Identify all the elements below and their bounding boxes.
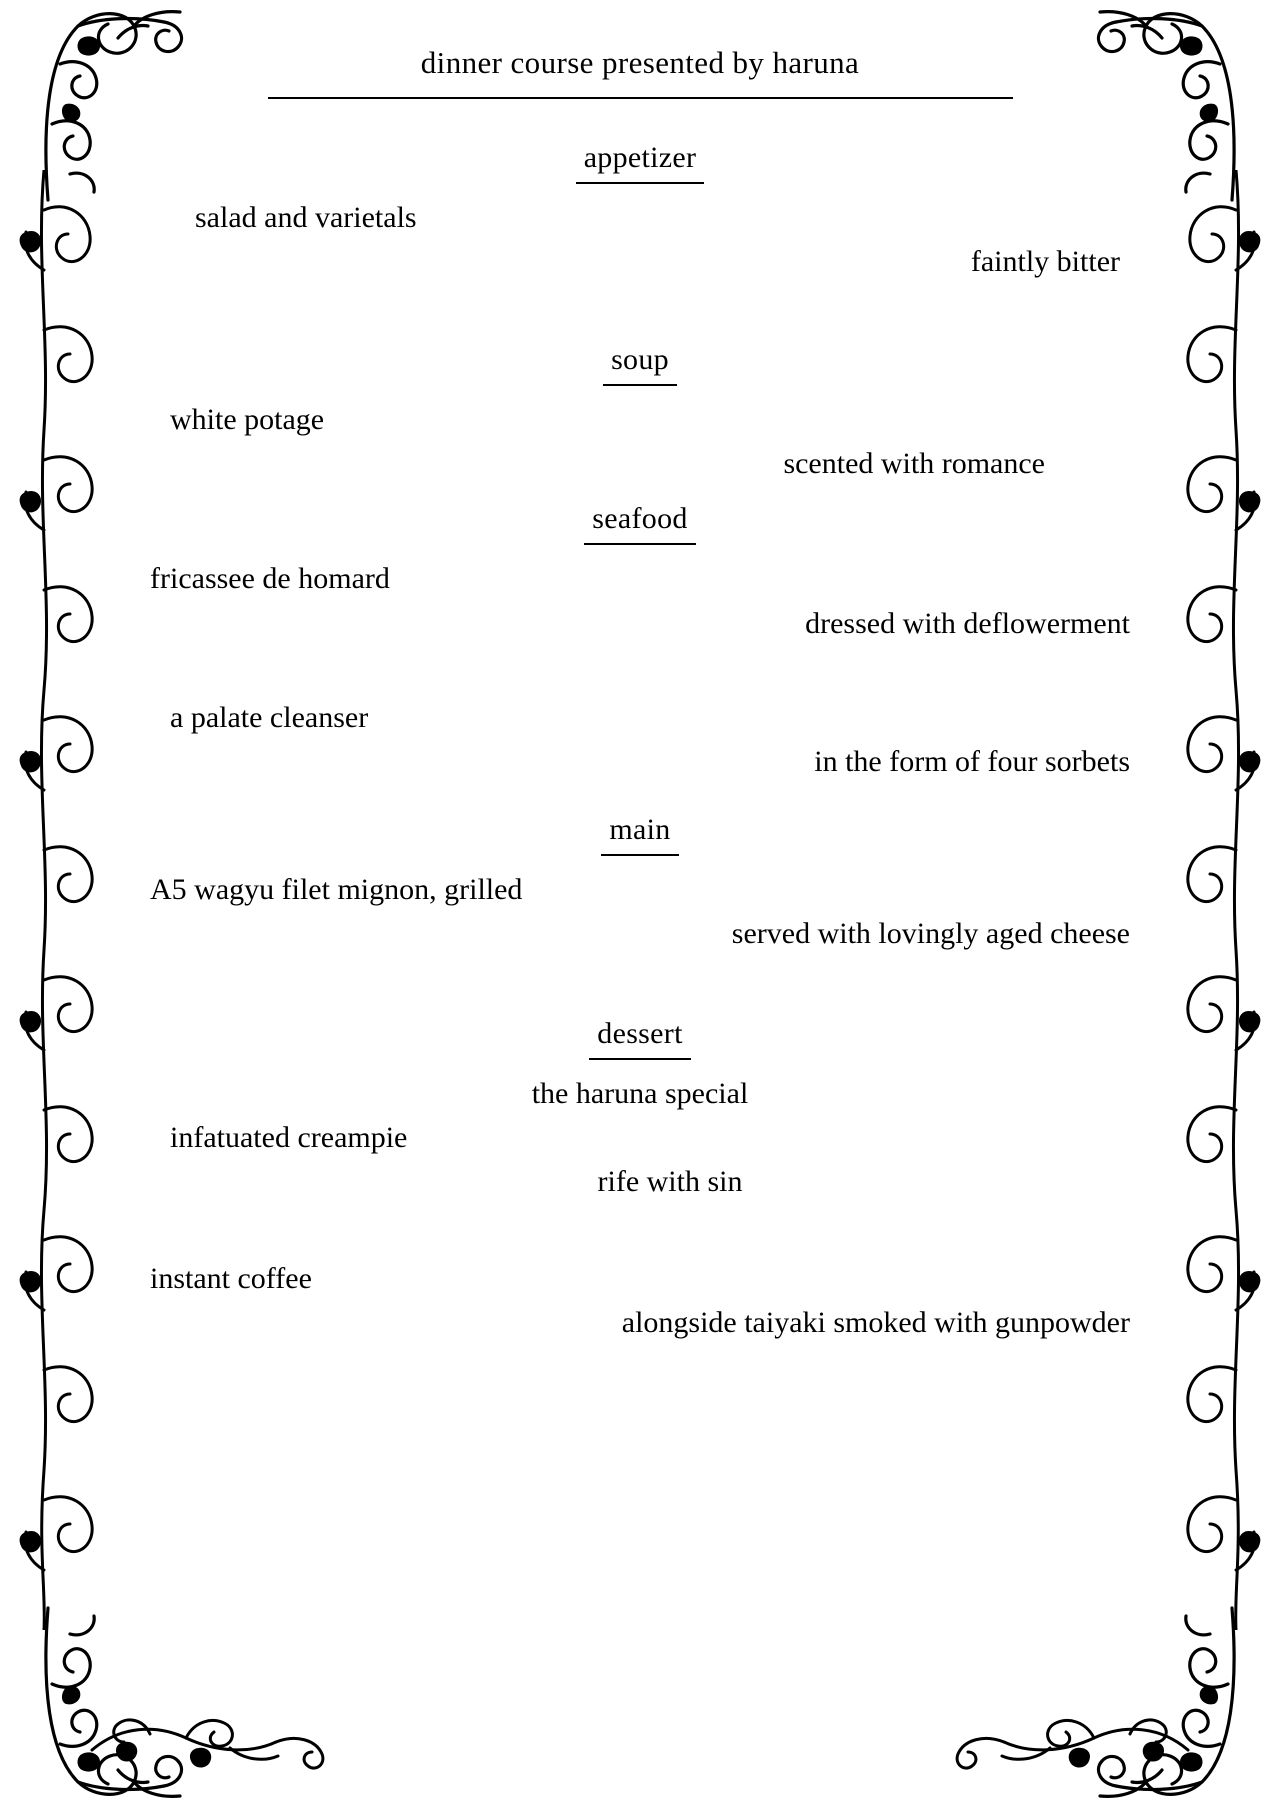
- course-section-main: [150, 813, 1130, 957]
- course-section-dessert: [150, 1017, 1130, 1205]
- course-section-appetizer: [150, 141, 1130, 285]
- menu-item: infatuated creampie: [170, 1121, 408, 1155]
- course-section-soup: [150, 343, 1130, 487]
- course-lines: [150, 398, 1130, 487]
- course-lines: [150, 696, 1130, 785]
- course-section-palate-cleanser: [150, 696, 1130, 785]
- flourish-vine-ornament: [1150, 170, 1270, 1630]
- flourish-corner-ornament: [1050, 1604, 1250, 1804]
- menu-item-note: in the form of four sorbets: [814, 745, 1130, 779]
- course-lines: [150, 196, 1130, 285]
- course-lines: [150, 1257, 1130, 1346]
- menu-item-note: served with lovingly aged cheese: [731, 917, 1130, 951]
- menu-item-note: rife with sin: [597, 1165, 743, 1199]
- menu-item: a palate cleanser: [170, 701, 369, 735]
- menu-item: salad and varietals: [195, 200, 417, 234]
- course-heading: seafood: [584, 502, 695, 545]
- flourish-vine-ornament: [10, 170, 130, 1630]
- course-heading: main: [601, 813, 678, 856]
- menu-item: A5 wagyu filet mignon, grilled: [150, 872, 523, 906]
- course-heading: appetizer: [576, 141, 705, 184]
- menu-item: white potage: [170, 402, 325, 436]
- course-lines: [150, 557, 1130, 646]
- course-lines: [150, 868, 1130, 957]
- menu-item-note: faintly bitter: [970, 245, 1120, 279]
- flourish-corner-ornament: [30, 1604, 230, 1804]
- flourish-foot-ornament: [90, 1708, 330, 1788]
- menu-item: the haruna special: [531, 1076, 749, 1110]
- menu-item: fricassee de homard: [150, 562, 390, 596]
- flourish-foot-ornament: [950, 1708, 1190, 1788]
- menu-content: [150, 44, 1130, 1346]
- course-lines: [150, 1072, 1130, 1205]
- title-divider: [268, 97, 1013, 99]
- course-heading: dessert: [589, 1017, 690, 1060]
- course-heading: soup: [603, 343, 677, 386]
- menu-item-note: alongside taiyaki smoked with gunpowder: [621, 1306, 1130, 1340]
- course-section-coffee: [150, 1257, 1130, 1346]
- menu-item: instant coffee: [150, 1261, 312, 1295]
- menu-item-note: dressed with deflowerment: [805, 606, 1130, 640]
- course-section-seafood: [150, 502, 1130, 646]
- menu-item-note: scented with romance: [783, 446, 1045, 480]
- page-title: dinner course presented by haruna: [420, 45, 860, 80]
